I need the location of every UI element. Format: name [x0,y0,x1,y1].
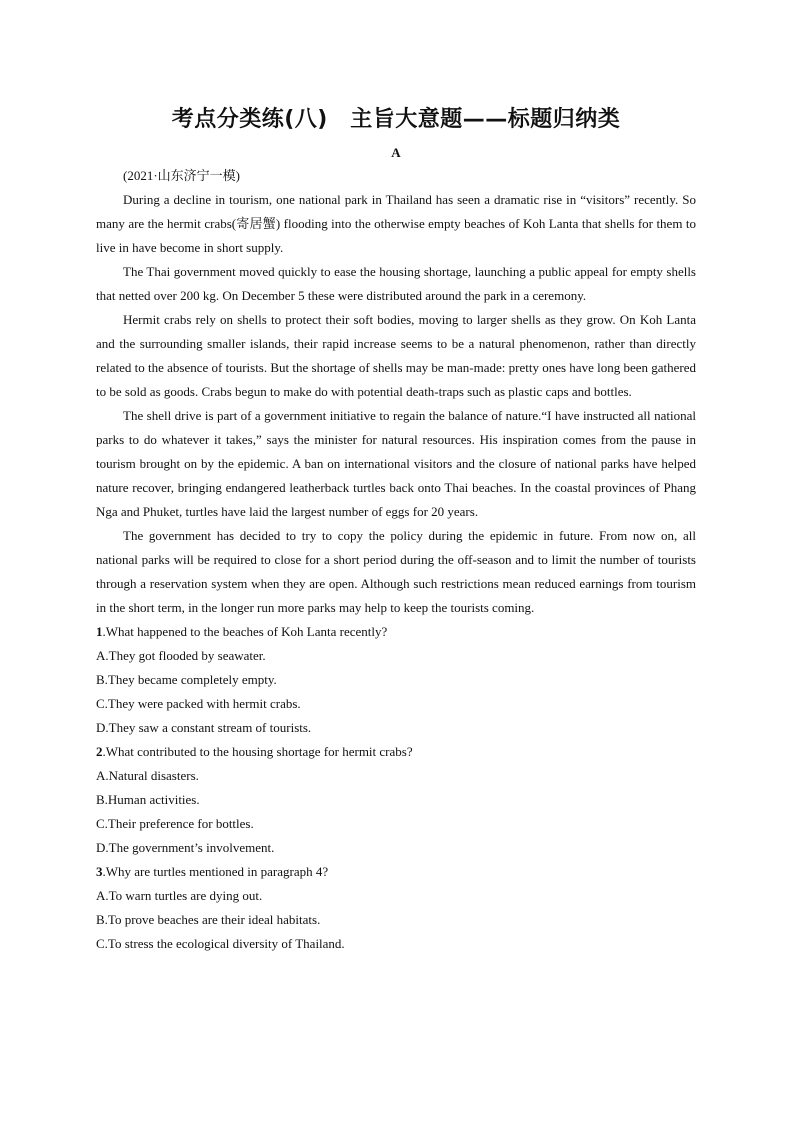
question-number: 2 [96,744,103,759]
option-a: A.They got flooded by seawater. [96,648,266,663]
option-b: B.They became completely empty. [96,672,277,687]
question-text: .Why are turtles mentioned in paragraph 4? [102,864,329,879]
option-d: D.The government’s involvement. [96,840,275,855]
question-1 [96,620,696,740]
source-citation: (2021·山东济宁一模) [123,168,240,183]
question-number: 1 [96,624,103,639]
section-label: A [391,145,401,160]
paragraph-1: During a decline in tourism, one national park in Thailand has seen a dramatic rise in “visitors” recently. So many are the hermit crabs(寄居蟹) flooding into the otherwise empty beaches of Koh Lanta that shells for them to live in have become in short supply. [96,192,696,255]
document-page [96,104,696,956]
option-c: C.Their preference for bottles. [96,816,254,831]
option-c: C.They were packed with hermit crabs. [96,696,301,711]
paragraph-3: Hermit crabs rely on shells to protect their soft bodies, moving to larger shells as they grow. On Koh Lanta and the surrounding smaller islands, their rapid increase seems to be a natural phenomenon, rather than directly related to the absence of tourists. But the shortage of shells may be man-made: pretty ones have long been gathered to be sold as goods. Crabs begun to make do with potential death-traps such as plastic caps and bottles. [96,312,696,399]
paragraph-5: The government has decided to try to copy the policy during the epidemic in future. From now on, all national parks will be required to close for a short period during the off-season and to limit the number of tourists through a reservation system when they are open. Although such restrictions mean reduced earnings from tourism in the short term, in the longer run more parks may help to keep the tourists coming. [96,528,696,615]
option-d: D.They saw a constant stream of tourists. [96,720,312,735]
question-3 [96,860,696,956]
page-title: 考点分类练(八) 主旨大意题——标题归纳类 [171,107,621,132]
question-stem [96,860,696,884]
option-c: C.To stress the ecological diversity of Thailand. [96,936,345,951]
question-text: .What contributed to the housing shortage for hermit crabs? [102,744,413,759]
option-b: B.Human activities. [96,792,200,807]
question-number: 3 [96,864,103,879]
option-a: A.To warn turtles are dying out. [96,888,263,903]
question-stem [96,620,696,644]
question-text: .What happened to the beaches of Koh Lanta recently? [102,624,388,639]
question-2 [96,740,696,860]
paragraph-4: The shell drive is part of a government initiative to regain the balance of nature.“I have instructed all national parks to do whatever it takes,” says the minister for natural resources. His inspiration comes from the pause in tourism brought on by the epidemic. A ban on international visitors and the closure of national parks have helped nature recover, bringing endangered leatherback turtles back onto Thai beaches. In the coastal provinces of Phang Nga and Phuket, turtles have laid the largest number of eggs for 20 years. [96,408,696,519]
paragraph-2: The Thai government moved quickly to ease the housing shortage, launching a public appeal for empty shells that netted over 200 kg. On December 5 these were distributed around the park in a ceremony. [96,264,696,303]
option-b: B.To prove beaches are their ideal habitats. [96,912,321,927]
question-stem [96,740,696,764]
option-a: A.Natural disasters. [96,768,199,783]
